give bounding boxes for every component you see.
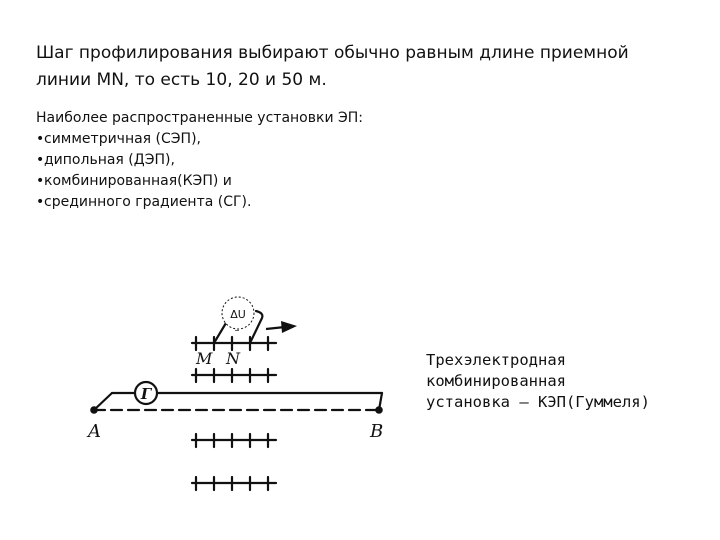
setup-label: симметричная (СЭП), xyxy=(44,131,202,147)
profile-line xyxy=(192,434,276,447)
meter-icon xyxy=(222,297,254,336)
generator-label: Г xyxy=(140,385,152,403)
setup-label: дипольная (ДЭП), xyxy=(44,152,175,168)
setups-heading: Наиболее распространенные установки ЭП: xyxy=(36,110,364,126)
profile-line xyxy=(192,369,276,382)
electrode-m-label: M xyxy=(196,349,213,368)
meter-sign: – xyxy=(234,325,240,336)
electrode-b-label: B xyxy=(370,421,384,442)
profile-line xyxy=(192,477,276,490)
diagram-caption: Трехэлектродная комбинированная установка – КЭП(Гуммеля) xyxy=(426,351,650,411)
bullet: • xyxy=(36,173,45,189)
setup-label: срединного градиента (СГ). xyxy=(44,194,252,210)
electrode-b-icon xyxy=(375,406,383,414)
setup-label: комбинированная(КЭП) и xyxy=(44,173,232,189)
electrode-n-label: N xyxy=(226,349,240,368)
intro-text: Шаг профилирования выбирают обычно равным длине приемной линии MN, то есть 10, 20 и 50 м. xyxy=(36,43,629,90)
electrode-a-label: A xyxy=(88,421,101,442)
direction-arrow-icon xyxy=(266,321,297,333)
bullet: • xyxy=(36,194,45,210)
generator-icon xyxy=(135,382,157,404)
electrode-a-icon xyxy=(90,406,98,414)
bullet: • xyxy=(36,152,45,168)
bullet: • xyxy=(36,131,45,147)
meter-label: ΔU xyxy=(230,308,246,321)
